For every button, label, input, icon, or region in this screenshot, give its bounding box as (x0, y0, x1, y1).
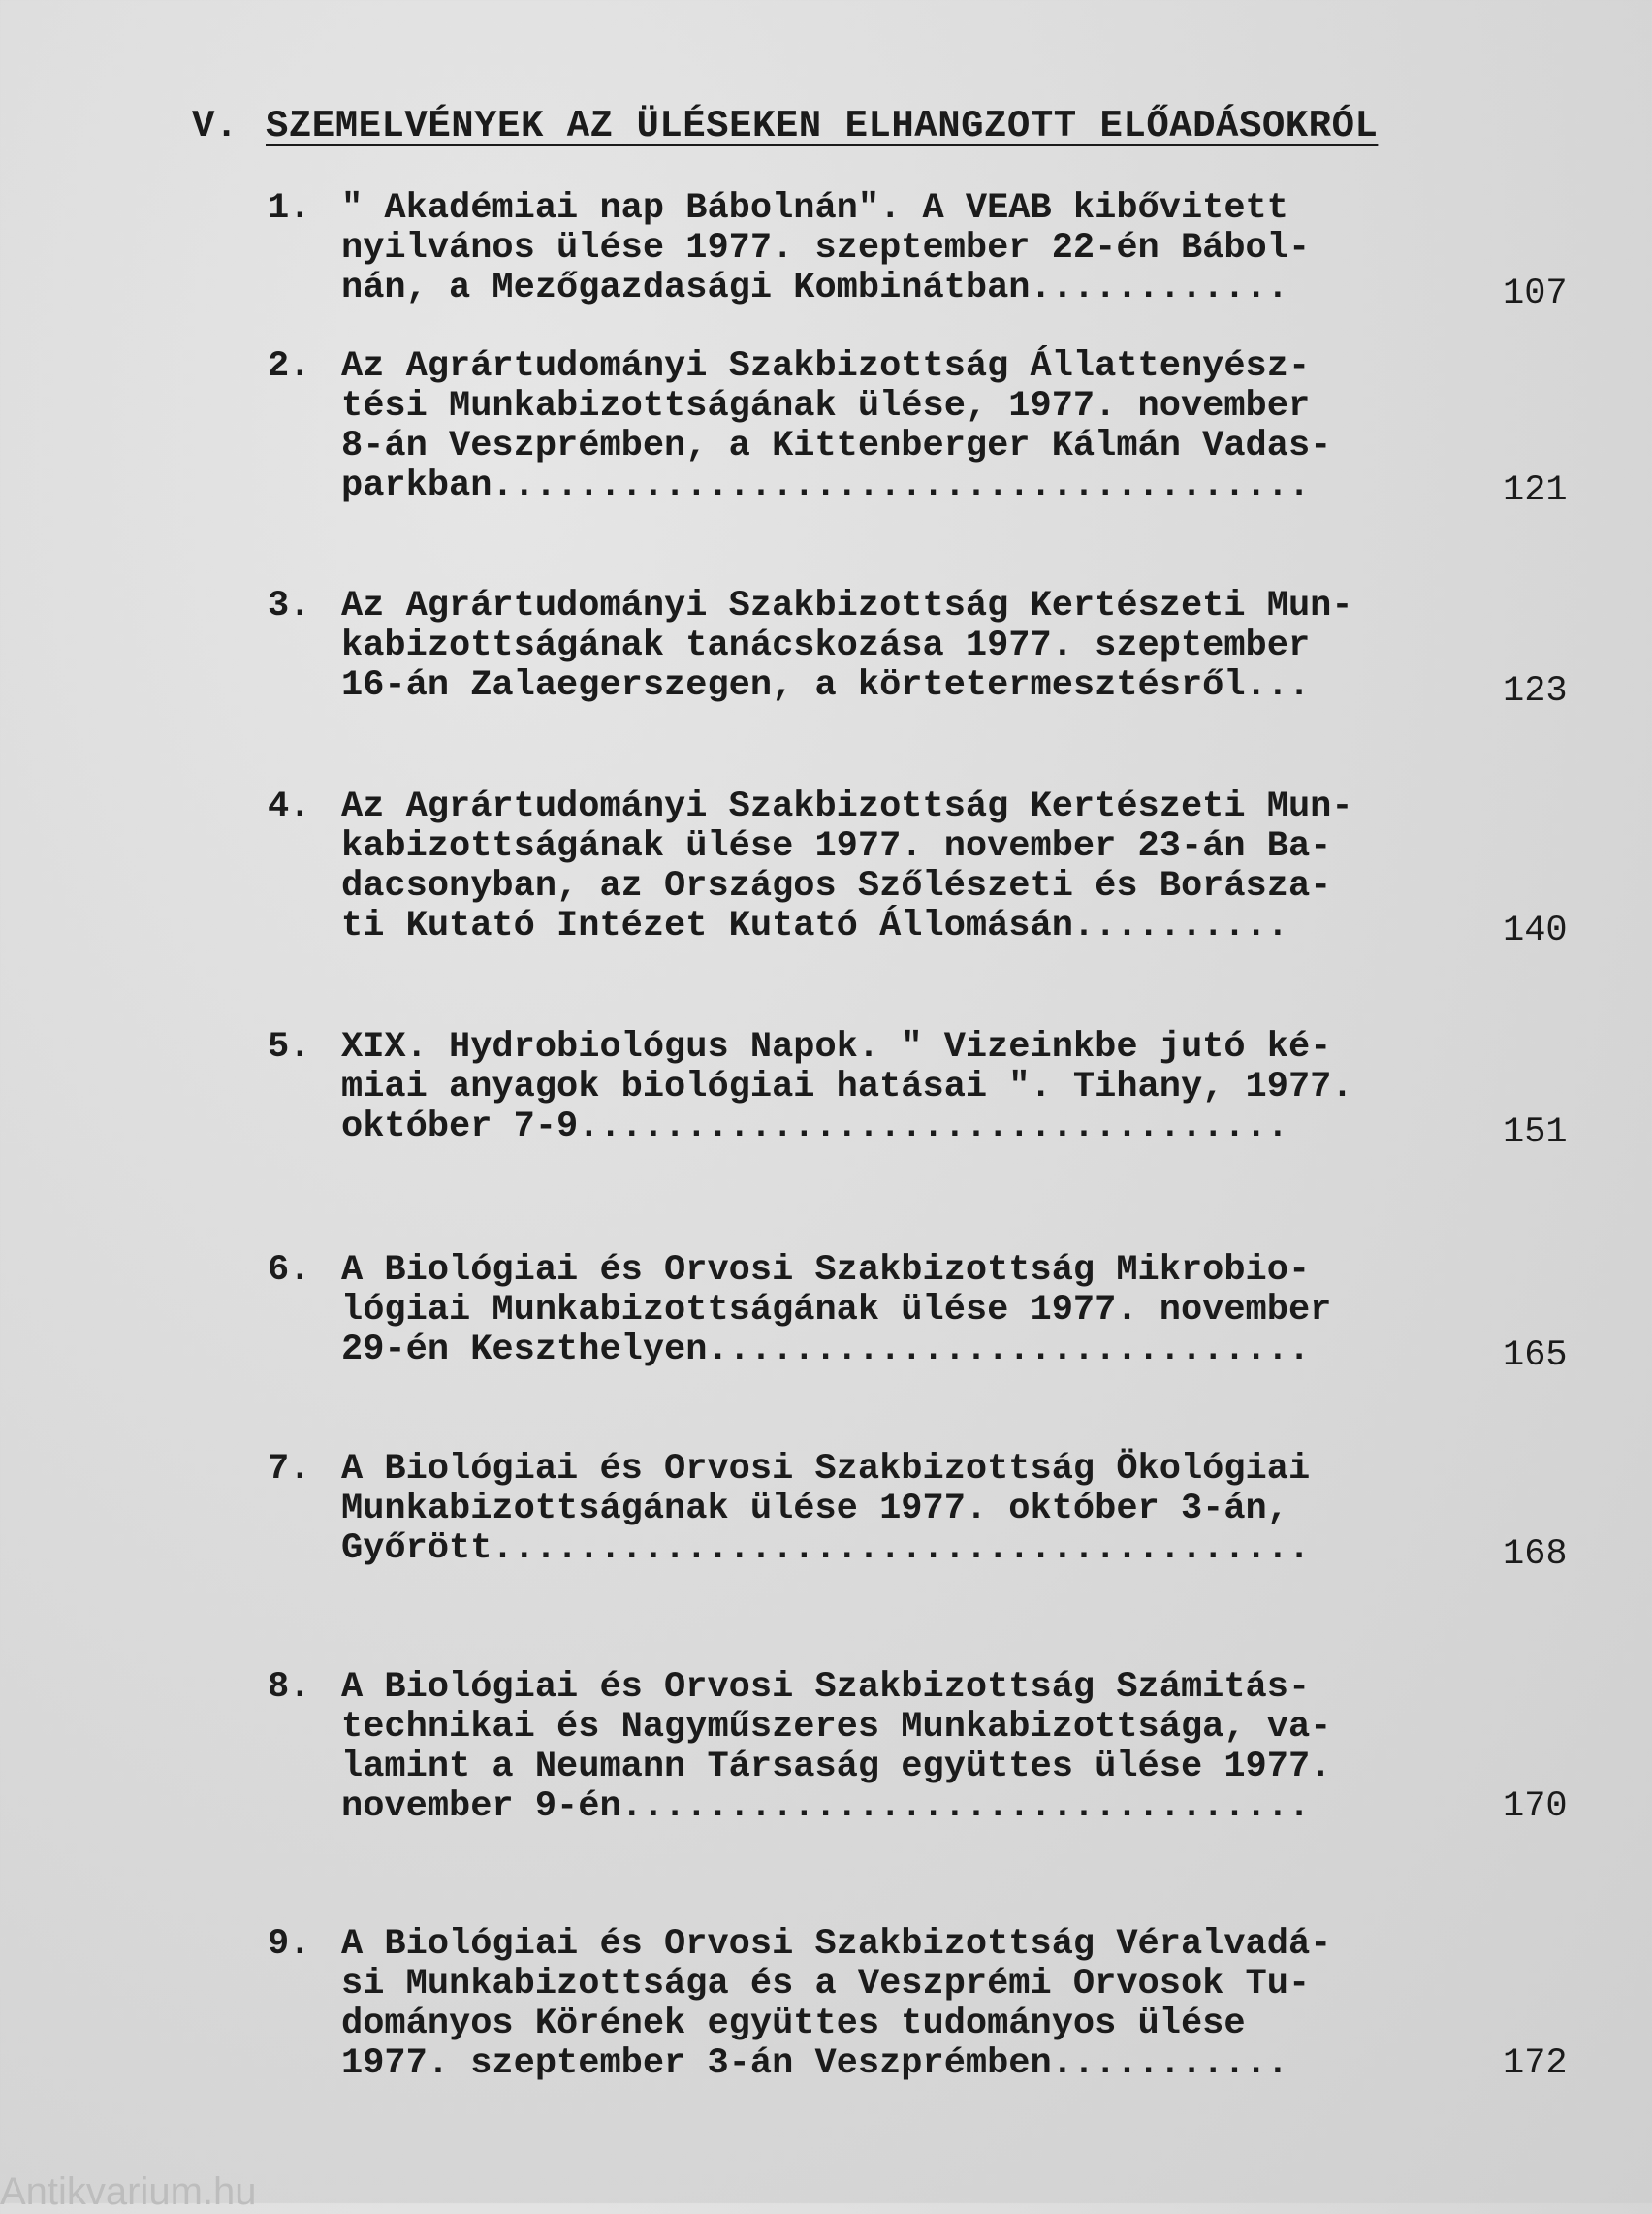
entry-line: 29-én Keszthelyen............................ (341, 1330, 1311, 1370)
entry-page-number: 123 (1503, 671, 1568, 712)
entry-text (341, 786, 1353, 947)
entry-line: dományos Körének együttes tudományos ülése (341, 2004, 1246, 2044)
entry-page-number: 172 (1503, 2043, 1568, 2084)
entry-number: 6. (268, 1250, 311, 1291)
entry-text (341, 1925, 1330, 2084)
entry-page-number: 121 (1503, 470, 1568, 511)
entry-line: 8-án Veszprémben, a Kittenberger Kálmán Vadas- (341, 426, 1332, 466)
entry-text (341, 189, 1330, 308)
entry-line: kabizottságának ülése 1977. november 23-án Ba- (341, 826, 1332, 867)
entry-number: 3. (268, 586, 311, 626)
entry-line: 16-án Zalaegerszegen, a körtetermesztésről... (341, 665, 1311, 706)
entry-line: Az Agrártudományi Szakbizottság Kertészeti Mun- (341, 786, 1353, 827)
entry-page-number: 168 (1503, 1534, 1568, 1575)
entry-page-number: 107 (1503, 273, 1568, 314)
entry-number: 8. (268, 1667, 311, 1708)
entry-text (341, 586, 1353, 706)
entry-text (341, 1668, 1330, 1827)
entry-page-number: 165 (1503, 1335, 1568, 1376)
section-title: SZEMELVÉNYEK AZ ÜLÉSEKEN ELHANGZOTT ELŐADÁSOKRÓL (266, 105, 1379, 147)
section-heading (192, 105, 1378, 147)
entry-text (341, 1027, 1353, 1147)
entry-text (341, 1450, 1330, 1569)
entry-page-number: 140 (1503, 911, 1568, 951)
entry-line: Munkabizottságának ülése 1977. október 3-án, (341, 1489, 1288, 1529)
entry-line: november 9-én................................ (341, 1786, 1311, 1827)
entry-line: XIX. Hydrobiológus Napok. " Vizeinkbe jutó ké- (341, 1027, 1332, 1068)
entry-line: miai anyagok biológiai hatásai ". Tihany, 1977. (341, 1067, 1353, 1107)
entry-line: si Munkabizottsága és a Veszprémi Orvosok Tu- (341, 1964, 1311, 2005)
entry-number: 9. (268, 1924, 311, 1965)
entry-line: nán, a Mezőgazdasági Kombinátban............ (341, 268, 1288, 308)
entry-number: 1. (268, 188, 311, 229)
entry-line: kabizottságának tanácskozása 1977. szeptember (341, 626, 1311, 666)
entry-page-number: 151 (1503, 1112, 1568, 1153)
entry-number: 7. (268, 1449, 311, 1490)
entry-line: A Biológiai és Orvosi Szakbizottság Mikrobio- (341, 1250, 1311, 1291)
section-numeral: V. (192, 105, 238, 147)
entry-line: lógiai Munkabizottságának ülése 1977. november (341, 1290, 1332, 1331)
entry-line: nyilvános ülése 1977. szeptember 22-én Bábol- (341, 228, 1311, 269)
entry-line: A Biológiai és Orvosi Szakbizottság Számitás- (341, 1667, 1311, 1708)
entry-line: ti Kutató Intézet Kutató Állomásán.......... (341, 906, 1288, 947)
entry-line: technikai és Nagyműszeres Munkabizottsága, va- (341, 1707, 1332, 1748)
entry-line: A Biológiai és Orvosi Szakbizottság Ökológiai (341, 1449, 1311, 1490)
entry-number: 5. (268, 1027, 311, 1068)
entry-line: " Akadémiai nap Bábolnán". A VEAB kibővitett (341, 188, 1288, 229)
entry-line: Győrött...................................... (341, 1528, 1311, 1569)
entry-line: október 7-9................................. (341, 1107, 1288, 1147)
entry-line: parkban...................................... (341, 465, 1311, 506)
entry-line: A Biológiai és Orvosi Szakbizottság Véralvadá- (341, 1924, 1332, 1965)
entry-page-number: 170 (1503, 1786, 1568, 1827)
entry-line: tési Munkabizottságának ülése, 1977. november (341, 386, 1311, 427)
entry-line: Az Agrártudományi Szakbizottság Kertészeti Mun- (341, 586, 1353, 626)
entry-text (341, 1251, 1330, 1370)
entry-line: dacsonyban, az Országos Szőlészeti és Borásza- (341, 866, 1332, 907)
entry-line: 1977. szeptember 3-án Veszprémben........... (341, 2043, 1288, 2084)
entry-line: Az Agrártudományi Szakbizottság Állattenyész- (341, 346, 1311, 387)
entry-text (341, 347, 1330, 506)
entry-number: 4. (268, 786, 311, 827)
entry-line: lamint a Neumann Társaság együttes ülése 1977. (341, 1747, 1332, 1787)
watermark: Antikvarium.hu (0, 2170, 257, 2213)
entry-number: 2. (268, 346, 311, 387)
